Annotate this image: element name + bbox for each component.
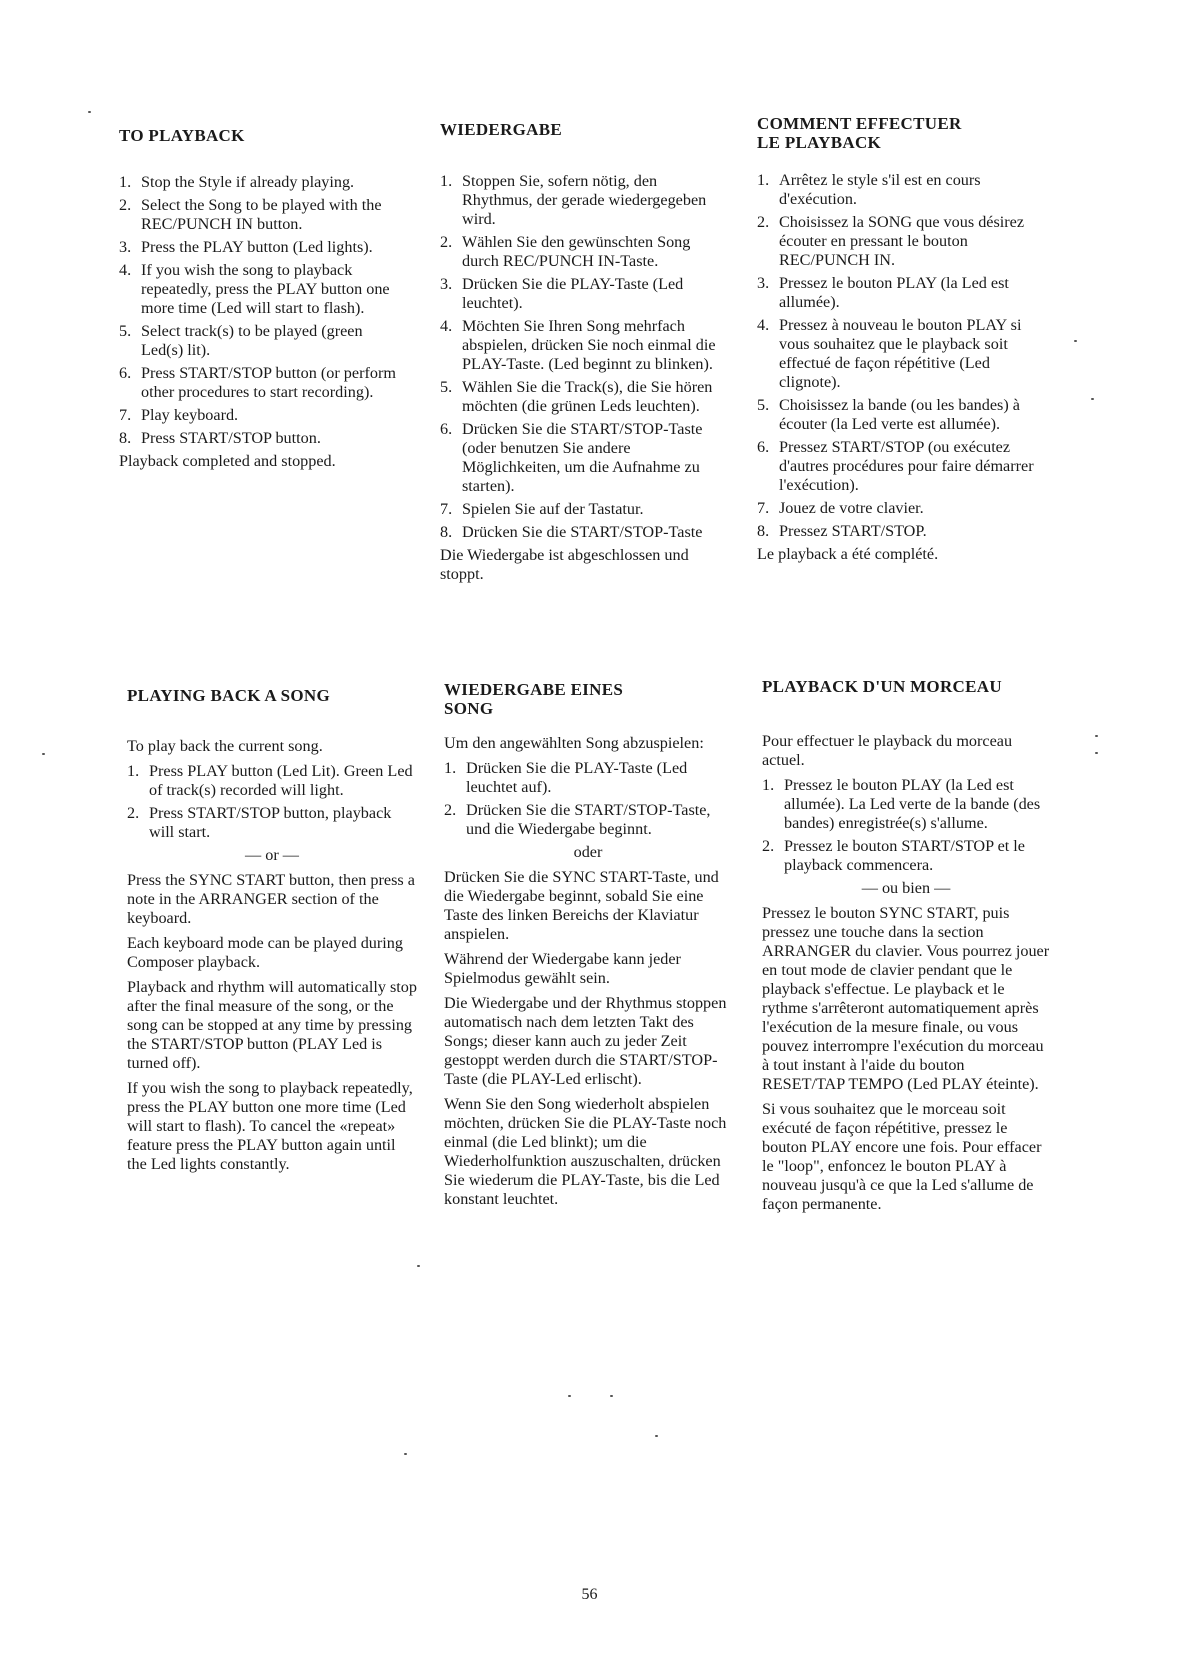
scan-speck: [404, 1453, 407, 1455]
list-item: 6. Drücken Sie die START/STOP-Taste (oder benutzen Sie andere Möglichkeiten, um die Aufnahme zu starten).: [440, 420, 703, 495]
list-item: 1. Stoppen Sie, sofern nötig, den Rhythmus, der gerade wiedergegeben wird.: [440, 172, 707, 228]
list-item: 1. Drücken Sie die PLAY-Taste (Led leuchtet auf).: [444, 759, 688, 796]
list-item: 1. Arrêtez le style s'il est en cours d'exécution.: [757, 171, 981, 208]
section-heading: PLAYING BACK A SONG: [127, 686, 330, 705]
scan-speck: [1095, 752, 1098, 754]
scan-speck: [610, 1395, 613, 1397]
list-item: 7. Play keyboard.: [119, 406, 239, 424]
page-number: 56: [581, 1586, 598, 1603]
steps-list: [757, 171, 1049, 541]
list-item: 6. Press START/STOP button (or perform other procedures to start recording).: [119, 364, 396, 401]
steps-list: [127, 762, 417, 842]
section-wiedergabe: [440, 120, 730, 590]
list-item: 1. Pressez le bouton PLAY (la Led est allumée). La Led verte de la bande (des bandes) enregistrée(s) s'allume.: [762, 776, 1041, 832]
list-item: 8. Pressez START/STOP.: [757, 522, 927, 540]
scan-speck: [655, 1435, 658, 1437]
list-item: 7. Jouez de votre clavier.: [757, 499, 924, 517]
paragraph: Während der Wiedergabe kann jeder Spielmodus gewählt sein.: [444, 950, 681, 987]
list-item: 2. Pressez le bouton START/STOP et le playback commencera.: [762, 837, 1025, 874]
paragraph: Die Wiedergabe und der Rhythmus stoppen automatisch nach dem letzten Takt des Songs; dieser kann auch zu jeder Zeit gestoppt werden durch die START/STOP-Taste (die PLAY-Led erlischt).: [444, 994, 727, 1088]
scan-speck: [1091, 398, 1094, 400]
list-item: 3. Press the PLAY button (Led lights).: [119, 238, 373, 256]
list-item: 2. Wählen Sie den gewünschten Song durch REC/PUNCH IN-Taste.: [440, 233, 691, 270]
section-playing-back-a-song: [127, 686, 417, 1180]
paragraph: Press the SYNC START button, then press a note in the ARRANGER section of the keyboard.: [127, 871, 415, 927]
steps-list: [119, 173, 404, 448]
steps-list: [762, 776, 1050, 875]
or-separator: oder: [573, 843, 603, 861]
list-item: 5. Choisissez la bande (ou les bandes) à écouter (la Led verte est allumée).: [757, 396, 1020, 433]
list-item: 1. Stop the Style if already playing.: [119, 173, 355, 191]
list-item: 3. Pressez le bouton PLAY (la Led est allumée).: [757, 274, 1009, 311]
list-item: 2. Choisissez la SONG que vous désirez écouter en pressant le bouton REC/PUNCH IN.: [757, 213, 1025, 269]
list-item: 5. Select track(s) to be played (green Led(s) lit).: [119, 322, 363, 359]
paragraph: Each keyboard mode can be played during Composer playback.: [127, 934, 403, 971]
list-item: 8. Drücken Sie die START/STOP-Taste: [440, 523, 703, 541]
closing-text: Die Wiedergabe ist abgeschlossen und stoppt.: [440, 546, 689, 583]
list-item: 8. Press START/STOP button.: [119, 429, 321, 447]
list-item: 1. Press PLAY button (Led Lit). Green Led of track(s) recorded will light.: [127, 762, 413, 799]
list-item: 5. Wählen Sie die Track(s), die Sie hören möchten (die grünen Leds leuchten).: [440, 378, 713, 415]
scan-speck: [1095, 735, 1098, 737]
or-separator: — or —: [245, 846, 299, 864]
closing-text: Le playback a été complété.: [757, 545, 939, 563]
scan-speck: [42, 753, 45, 755]
paragraph: Playback and rhythm will automatically stop after the final measure of the song, or the song can be stopped at any time by pressing the START/STOP button (PLAY Led is turned off).: [127, 978, 417, 1072]
paragraph: Si vous souhaitez que le morceau soit exécuté de façon répétitive, pressez le bouton PLAY encore une fois. Pour effacer le "loop", enfoncez le bouton PLAY à nouveau jusqu'à ce que la Led s'allume de façon permanente.: [762, 1100, 1042, 1213]
intro-text: Um den angewählten Song abzuspielen:: [444, 734, 704, 752]
list-item: 2. Press START/STOP button, playback will start.: [127, 804, 392, 841]
intro-text: Pour effectuer le playback du morceau actuel.: [762, 732, 1013, 769]
paragraph: If you wish the song to playback repeatedly, press the PLAY button one more time (Led will start to flash). To cancel the «repeat» feature press the PLAY button again until the Led lights constantly.: [127, 1079, 413, 1173]
list-item: 4. If you wish the song to playback repeatedly, press the PLAY button one more time (Led will start to flash).: [119, 261, 390, 317]
section-playback-d-un-morceau: [762, 677, 1050, 1220]
list-item: 6. Pressez START/STOP (ou exécutez d'autres procédures pour faire démarrer l'exécution).: [757, 438, 1034, 494]
section-heading: PLAYBACK D'UN MORCEAU: [762, 677, 1002, 696]
scan-speck: [568, 1395, 571, 1397]
list-item: 4. Möchten Sie Ihren Song mehrfach abspielen, drücken Sie noch einmal die PLAY-Taste. (Led beginnt zu blinken).: [440, 317, 716, 373]
section-wiedergabe-eines-song: [444, 680, 732, 1215]
scan-speck: [417, 1265, 420, 1267]
steps-list: [440, 172, 730, 542]
paragraph: Drücken Sie die SYNC START-Taste, und die Wiedergabe beginnt, sobald Sie eine Taste des linken Bereichs der Klaviatur anspielen.: [444, 868, 719, 943]
section-heading: COMMENT EFFECTUER LE PLAYBACK: [757, 114, 962, 152]
section-heading: WIEDERGABE: [440, 120, 563, 139]
list-item: 2. Drücken Sie die START/STOP-Taste, und die Wiedergabe beginnt.: [444, 801, 711, 838]
list-item: 3. Drücken Sie die PLAY-Taste (Led leuchtet).: [440, 275, 684, 312]
section-to-playback: [119, 126, 404, 477]
or-separator: — ou bien —: [861, 879, 951, 897]
list-item: 7. Spielen Sie auf der Tastatur.: [440, 500, 644, 518]
intro-text: To play back the current song.: [127, 737, 323, 755]
section-heading: WIEDERGABE EINES SONG: [444, 680, 624, 718]
section-comment-effectuer: [757, 114, 1049, 570]
list-item: 2. Select the Song to be played with the REC/PUNCH IN button.: [119, 196, 382, 233]
list-item: 4. Pressez à nouveau le bouton PLAY si vous souhaitez que le playback soit effectué de façon répétitive (Led clignote).: [757, 316, 1022, 391]
closing-text: Playback completed and stopped.: [119, 452, 336, 470]
paragraph: Wenn Sie den Song wiederholt abspielen möchten, drücken Sie die PLAY-Taste noch einmal (die Led blinkt); um die Wiederholfunktion auszuschalten, drücken Sie wiederum die PLAY-Taste, bis die Led konstant leuchtet.: [444, 1095, 727, 1208]
section-heading: TO PLAYBACK: [119, 126, 245, 145]
paragraph: Pressez le bouton SYNC START, puis pressez une touche dans la section ARRANGER du clavier. Vous pourrez jouer en tout mode de clavier pendant que le playback s'effectue. Le playback et le rythme s'arrêteront automatiquement après l'exécution de la mesure finale, ou vous pouvez interrompre l'exécution du morceau à tout instant à l'aide du bouton RESET/TAP TEMPO (Led PLAY éteinte).: [762, 904, 1050, 1093]
scan-speck: [1074, 340, 1077, 342]
steps-list: [444, 759, 732, 839]
scan-speck: [88, 111, 91, 113]
